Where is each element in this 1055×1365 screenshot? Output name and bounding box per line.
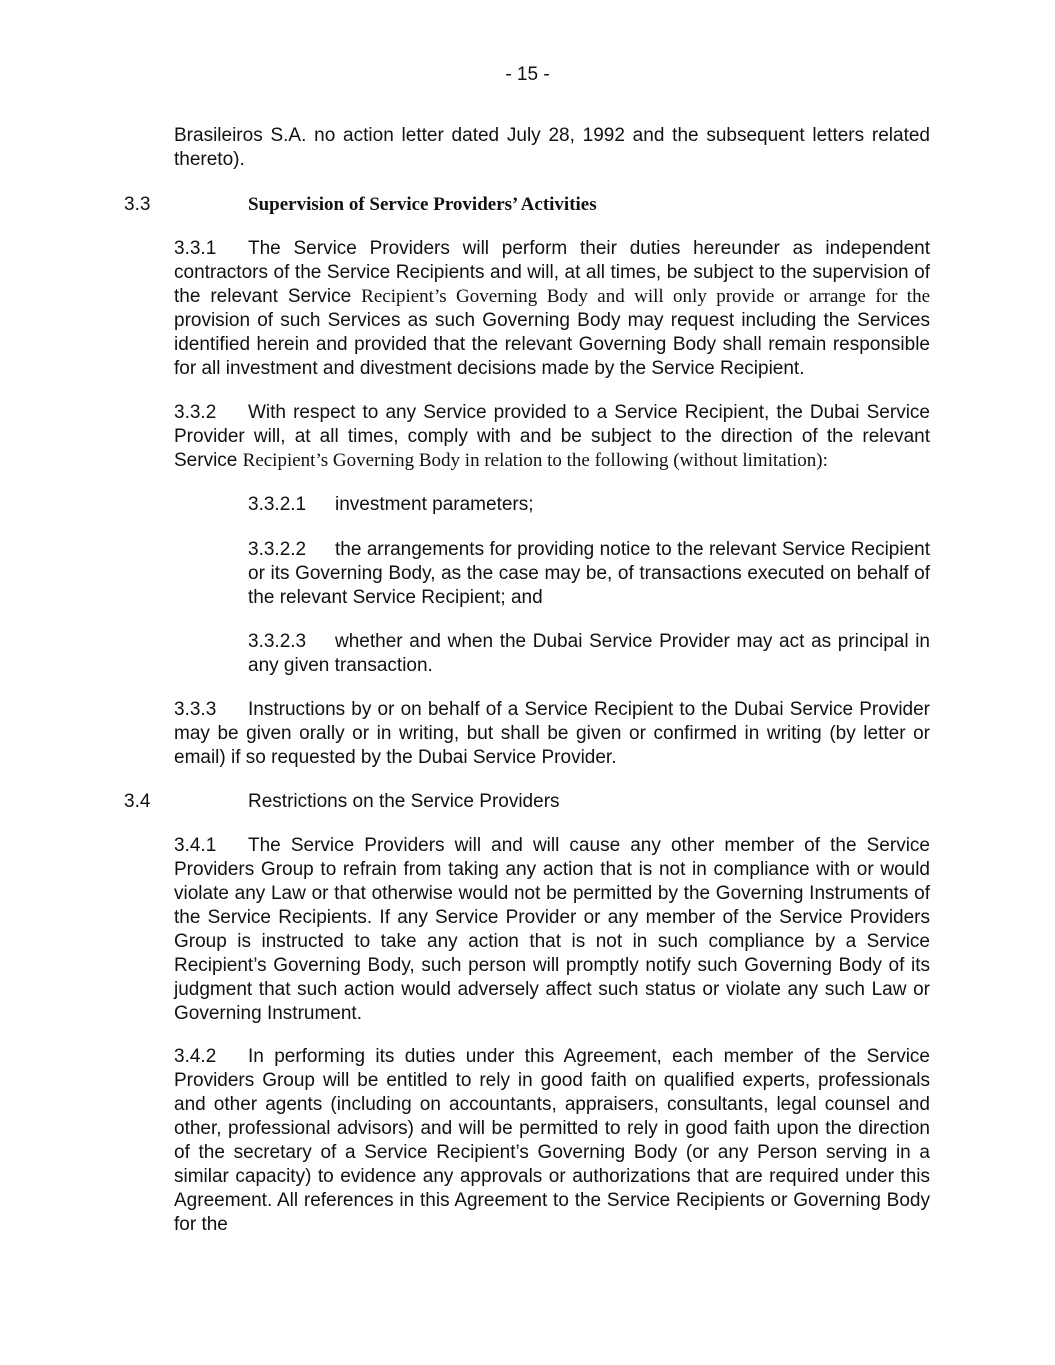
paragraph-3-3-1 xyxy=(174,237,930,381)
paragraph-3-3-3 xyxy=(174,698,930,770)
section-title: Restrictions on the Service Providers xyxy=(248,791,560,812)
paragraph-text: With respect to any Service provided to a Service Recipient, the Dubai Service Provider will, at all times, comply with and be subject to the direction of the relevant Service xyxy=(174,402,930,471)
section-number: 3.3 xyxy=(124,194,151,215)
paragraph-number: 3.3.2 xyxy=(174,402,217,423)
paragraph-3-3-2 xyxy=(174,401,930,473)
paragraph-number: 3.4.2 xyxy=(174,1046,217,1067)
paragraph-3-3-2-1 xyxy=(248,493,930,517)
section-title: Supervision of Service Providers’ Activities xyxy=(248,194,597,215)
paragraph-text: The Service Providers will perform their duties hereunder as independent contractors of the Service Recipients and will, at all times, be subject to the supervision of the relevant Service xyxy=(174,238,930,307)
paragraph-text-serif: Recipient’s Governing Body and will only provide or arrange for the xyxy=(361,286,931,307)
paragraph-text: Instructions by or on behalf of a Service Recipient to the Dubai Service Provider may be given orally or in writing, but shall be given or confirmed in writing (by letter or email) if so requested by the Dubai Service Provider. xyxy=(174,699,930,768)
paragraph-3-4-2 xyxy=(174,1045,930,1237)
paragraph-text: the arrangements for providing notice to the relevant Service Recipient or its Governing Body, as the case may be, of transactions executed on behalf of the relevant Service Recipient; and xyxy=(248,539,930,608)
paragraph-number: 3.3.2.1 xyxy=(248,494,307,515)
paragraph-3-3-2-3 xyxy=(248,630,930,678)
paragraph-3-3-2-2 xyxy=(248,538,930,610)
paragraph-number: 3.4.1 xyxy=(174,835,217,856)
paragraph-text: The Service Providers will and will cause any other member of the Service Providers Group to refrain from taking any action that is not in compliance with or would violate any Law or that otherwise would not be permitted by the Governing Instruments of the Service Recipients. If any Service Provider or any member of the Service Providers Group is instructed to take any action that is not in such compliance by a Service Recipient’s Governing Body, such person will promptly notify such Governing Body of its judgment that such action would adversely affect such status or violate any such Law or Governing Instrument. xyxy=(174,835,930,1024)
paragraph-number: 3.3.2.2 xyxy=(248,539,307,560)
paragraph-text: provision of such Services as such Governing Body may request including the Services identified herein and provided that the relevant Governing Body shall remain responsible for all investment and divestment decisions made by the Service Recipient. xyxy=(174,310,930,379)
paragraph-number: 3.3.2.3 xyxy=(248,631,307,652)
paragraph-text-serif: Recipient’s Governing Body in relation to the following (without limitation): xyxy=(242,450,828,471)
section-number: 3.4 xyxy=(124,791,151,812)
paragraph-3-4-1 xyxy=(174,834,930,1026)
paragraph-number: 3.3.1 xyxy=(174,238,217,259)
paragraph-text: In performing its duties under this Agreement, each member of the Service Providers Group will be entitled to rely in good faith on qualified experts, professionals and other agents (including on accountants, appraisers, consultants, legal counsel and other, professional advisors) and will be permitted to rely in good faith upon the direction of the secretary of a Service Recipient’s Governing Body (or any Person serving in a similar capacity) to evidence any approvals or authorizations that are required under this Agreement. All references in this Agreement to the Service Recipients or Governing Body for the xyxy=(174,1046,930,1235)
page-number: - 15 - xyxy=(505,64,550,85)
paragraph-text: investment parameters; xyxy=(335,494,534,515)
continuation-paragraph: Brasileiros S.A. no action letter dated July 28, 1992 and the subsequent letters related thereto). xyxy=(174,125,930,170)
paragraph-text: whether and when the Dubai Service Provider may act as principal in any given transaction. xyxy=(248,631,930,676)
paragraph-number: 3.3.3 xyxy=(174,699,217,720)
